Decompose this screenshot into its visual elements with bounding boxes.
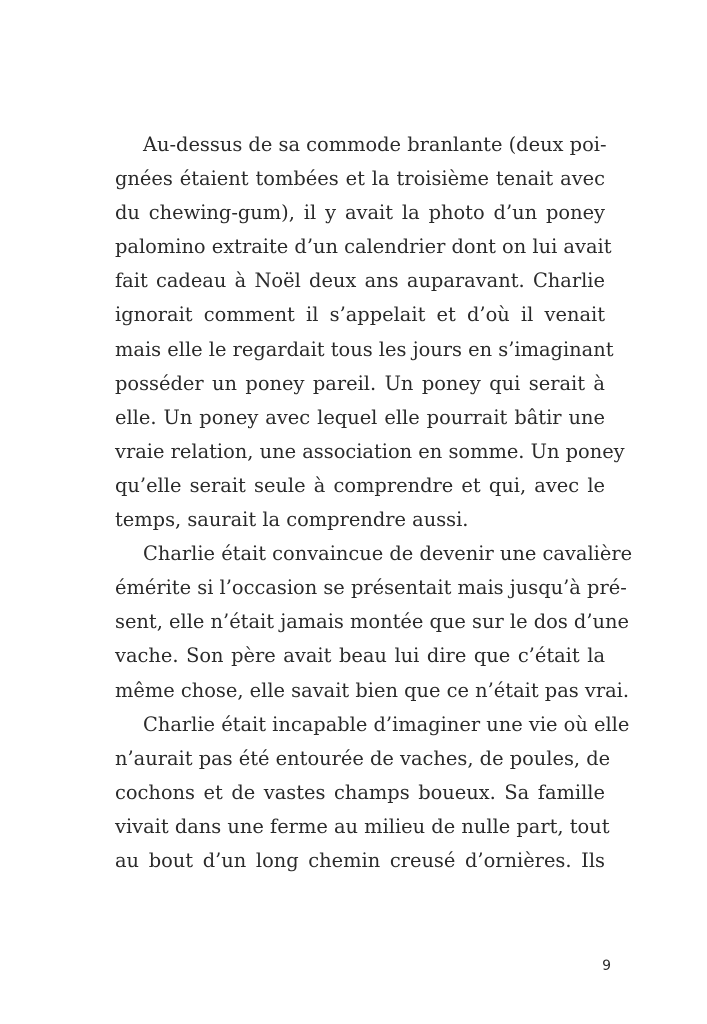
text-line: au bout d’un long chemin creusé d’ornières. Ils	[115, 848, 605, 872]
text-line: cochons et de vastes champs boueux. Sa famille	[115, 780, 605, 804]
text-line: gnées étaient tombées et la troisième tenait avec	[115, 167, 605, 191]
text-line: ignorait comment il s’appelait et d’où il venait	[115, 303, 605, 327]
text-line: Au-dessus de sa commode branlante (deux poi-	[143, 133, 607, 156]
body-text	[115, 128, 633, 878]
page-number: 9	[602, 958, 611, 974]
text-line: palomino extraite d’un calendrier dont on lui avait	[115, 235, 612, 259]
text-line: temps, saurait la comprendre aussi.	[115, 508, 469, 532]
text-line: mais elle le regardait tous les jours en s’imaginant	[115, 337, 614, 361]
text-line: n’aurait pas été entourée de vaches, de poules, de	[115, 746, 611, 770]
text-line: elle. Un poney avec lequel elle pourrait bâtir une	[115, 405, 605, 429]
text-line: vache. Son père avait beau lui dire que c’était la	[115, 644, 605, 668]
text-line: vraie relation, une association en somme. Un poney	[115, 439, 625, 463]
text-line: sent, elle n’était jamais montée que sur le dos d’une	[115, 610, 629, 634]
text-line: posséder un poney pareil. Un poney qui serait à	[115, 371, 605, 395]
text-line: même chose, elle savait bien que ce n’était pas vrai.	[115, 678, 630, 702]
text-line: Charlie était convaincue de devenir une cavalière	[143, 542, 633, 566]
text-line: Charlie était incapable d’imaginer une vie où elle	[143, 712, 630, 736]
text-line: émérite si l’occasion se présentait mais jusqu’à pré-	[115, 576, 627, 600]
text-line: du chewing-gum), il y avait la photo d’un poney	[115, 201, 605, 225]
text-line: vivait dans une ferme au milieu de nulle part, tout	[115, 814, 610, 838]
text-line: qu’elle serait seule à comprendre et qui, avec le	[115, 473, 605, 497]
text-line: fait cadeau à Noël deux ans auparavant. Charlie	[115, 269, 605, 293]
